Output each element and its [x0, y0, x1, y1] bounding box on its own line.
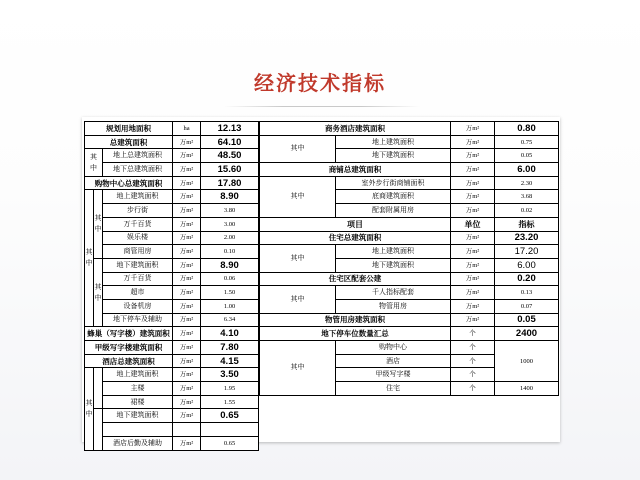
unit-cell: 万m² [451, 190, 495, 204]
table-row [260, 341, 559, 355]
row-label: 物管用房 [336, 299, 451, 313]
empty-cell [94, 409, 103, 450]
unit-cell: 万m² [451, 258, 495, 272]
qizhong-label: 其中 [260, 341, 336, 396]
unit-cell: 万m² [173, 176, 201, 190]
qizhong-label: 其 中 [85, 368, 94, 450]
table-row [260, 272, 559, 286]
value-cell: 4.15 [201, 354, 259, 368]
table-row [85, 299, 259, 313]
row-label: 地下总建筑面积 [103, 163, 173, 177]
table-row [260, 122, 559, 136]
unit-cell: 万m² [451, 135, 495, 149]
row-label: 住宅总建筑面积 [260, 231, 451, 245]
value-cell: 0.20 [495, 272, 559, 286]
unit-cell: 万m² [173, 395, 201, 409]
table-row [260, 313, 559, 327]
table-row [260, 163, 559, 177]
row-label: 裙楼 [103, 395, 173, 409]
value-cell: 1000 [495, 341, 559, 382]
empty-cell [103, 423, 173, 437]
row-label: 地上建筑面积 [336, 135, 451, 149]
value-cell: 2400 [495, 327, 559, 341]
unit-cell: 万m² [173, 368, 201, 382]
unit-cell: 万m² [173, 327, 201, 341]
unit-cell: 个 [451, 354, 495, 368]
qizhong-label: 其中 [260, 135, 336, 162]
value-cell: 0.05 [495, 149, 559, 163]
value-cell: 3.68 [495, 190, 559, 204]
left-indicator-table [84, 121, 259, 451]
unit-cell: ha [173, 122, 201, 136]
table-row [85, 217, 259, 231]
value-cell: 0.65 [201, 409, 259, 423]
title-divider [224, 106, 420, 107]
row-label: 蜂巢（写字楼）建筑面积 [85, 327, 173, 341]
value-cell: 0.02 [495, 204, 559, 218]
table-row [85, 122, 259, 136]
value-cell: 1.00 [201, 299, 259, 313]
row-label: 室外步行街商铺面积 [336, 176, 451, 190]
table-row [85, 382, 259, 396]
row-label: 规划用地面积 [85, 122, 173, 136]
unit-cell: 万m² [451, 231, 495, 245]
unit-cell: 个 [451, 368, 495, 382]
row-label: 地上总建筑面积 [103, 149, 173, 163]
table-row [85, 245, 259, 259]
value-cell: 6.00 [495, 163, 559, 177]
value-cell: 0.13 [495, 286, 559, 300]
qizhong-label: 其 中 [85, 190, 94, 327]
table-row [85, 204, 259, 218]
table-row [85, 327, 259, 341]
unit-cell: 万m² [451, 313, 495, 327]
table-row [260, 245, 559, 259]
row-label: 地下停车及辅助 [103, 313, 173, 327]
value-cell: 2.00 [201, 231, 259, 245]
row-label: 万千百货 [103, 217, 173, 231]
table-row [85, 231, 259, 245]
unit-cell: 万m² [173, 354, 201, 368]
value-cell: 48.50 [201, 149, 259, 163]
table-row [85, 190, 259, 204]
unit-cell: 万m² [173, 436, 201, 450]
table-row [260, 135, 559, 149]
table-row [85, 272, 259, 286]
table-row [85, 341, 259, 355]
value-cell: 64.10 [201, 135, 259, 149]
row-label: 甲级写字楼 [336, 368, 451, 382]
value-cell: 0.10 [201, 245, 259, 259]
unit-cell: 万m² [451, 176, 495, 190]
row-label: 住宅 [336, 382, 451, 396]
table-row [85, 286, 259, 300]
table-row [85, 149, 259, 163]
row-label: 总建筑面积 [85, 135, 173, 149]
unit-cell: 万m² [451, 149, 495, 163]
value-cell: 4.10 [201, 327, 259, 341]
table-row [85, 313, 259, 327]
row-label: 地下建筑面积 [103, 258, 173, 272]
value-cell: 0.05 [495, 313, 559, 327]
row-label: 商管用房 [103, 245, 173, 259]
unit-cell [173, 423, 201, 437]
unit-cell: 万m² [451, 204, 495, 218]
row-label: 底商建筑面积 [336, 190, 451, 204]
row-label: 商铺总建筑面积 [260, 163, 451, 177]
row-label: 酒店总建筑面积 [85, 354, 173, 368]
unit-cell: 万m² [173, 245, 201, 259]
value-cell: 0.65 [201, 436, 259, 450]
unit-cell: 万m² [173, 313, 201, 327]
table-row [85, 163, 259, 177]
value-cell: 8.90 [201, 258, 259, 272]
unit-cell: 万m² [451, 245, 495, 259]
value-cell: 0.06 [201, 272, 259, 286]
unit-cell: 万m² [173, 258, 201, 272]
unit-cell: 万m² [173, 341, 201, 355]
page-title: 经济技术指标 [254, 71, 386, 95]
row-label: 地上建筑面积 [103, 368, 173, 382]
value-cell: 17.20 [495, 245, 559, 259]
unit-cell: 万m² [173, 286, 201, 300]
value-cell: 23.20 [495, 231, 559, 245]
table-row [85, 176, 259, 190]
unit-cell: 万m² [173, 272, 201, 286]
row-label: 万千百货 [103, 272, 173, 286]
unit-cell: 万m² [173, 149, 201, 163]
table-row [85, 258, 259, 272]
table-row [260, 176, 559, 190]
table-row [85, 354, 259, 368]
header-index: 指标 [495, 217, 559, 231]
value-cell: 8.90 [201, 190, 259, 204]
table-row [85, 423, 259, 437]
qizhong-label: 其 中 [85, 149, 103, 176]
row-label: 商务酒店建筑面积 [260, 122, 451, 136]
value-cell: 0.07 [495, 299, 559, 313]
qizhong-label: 其中 [260, 245, 336, 272]
row-label: 配套附属用房 [336, 204, 451, 218]
row-label: 地上建筑面积 [336, 245, 451, 259]
unit-cell: 万m² [451, 272, 495, 286]
header-unit: 单位 [451, 217, 495, 231]
table-row [85, 135, 259, 149]
unit-cell: 万m² [173, 382, 201, 396]
unit-cell: 万m² [173, 231, 201, 245]
row-label: 主楼 [103, 382, 173, 396]
row-label: 地下建筑面积 [336, 149, 451, 163]
qizhong-label: 其 中 [94, 258, 103, 326]
table-row [85, 368, 259, 382]
table-row [85, 395, 259, 409]
qizhong-label: 其中 [260, 176, 336, 217]
unit-cell: 个 [451, 341, 495, 355]
row-label: 地下建筑面积 [103, 409, 173, 423]
row-label: 地下停车位数量汇总 [260, 327, 451, 341]
unit-cell: 万m² [451, 163, 495, 177]
value-cell: 3.80 [201, 204, 259, 218]
unit-cell: 万m² [173, 135, 201, 149]
unit-cell: 个 [451, 327, 495, 341]
value-cell: 0.80 [495, 122, 559, 136]
value-cell: 1.50 [201, 286, 259, 300]
unit-cell: 万m² [451, 122, 495, 136]
row-label: 千人指标配套 [336, 286, 451, 300]
value-cell: 15.60 [201, 163, 259, 177]
unit-cell: 个 [451, 382, 495, 396]
unit-cell: 万m² [173, 409, 201, 423]
table-row [85, 436, 259, 450]
value-cell: 1.55 [201, 395, 259, 409]
value-cell: 6.00 [495, 258, 559, 272]
unit-cell: 万m² [173, 204, 201, 218]
value-cell: 2.30 [495, 176, 559, 190]
value-cell: 0.75 [495, 135, 559, 149]
row-label: 住宅区配套公建 [260, 272, 451, 286]
value-cell: 1.95 [201, 382, 259, 396]
row-label: 地下建筑面积 [336, 258, 451, 272]
row-label: 物管用房建筑面积 [260, 313, 451, 327]
unit-cell: 万m² [173, 217, 201, 231]
row-label: 酒店后勤及辅助 [103, 436, 173, 450]
qizhong-label: 其 中 [94, 190, 103, 258]
table-row [260, 327, 559, 341]
row-label: 步行街 [103, 204, 173, 218]
row-label: 甲级写字楼建筑面积 [85, 341, 173, 355]
row-label: 娱乐楼 [103, 231, 173, 245]
table-header-row [260, 217, 559, 231]
header-item: 项目 [260, 217, 451, 231]
row-label: 地上建筑面积 [103, 190, 173, 204]
value-cell: 3.00 [201, 217, 259, 231]
unit-cell: 万m² [173, 190, 201, 204]
value-cell: 6.34 [201, 313, 259, 327]
value-cell: 3.50 [201, 368, 259, 382]
unit-cell: 万m² [173, 299, 201, 313]
value-cell: 17.80 [201, 176, 259, 190]
value-cell [201, 423, 259, 437]
qizhong-label: 其中 [260, 286, 336, 313]
row-label: 购物中心 [336, 341, 451, 355]
unit-cell: 万m² [173, 163, 201, 177]
row-label: 酒店 [336, 354, 451, 368]
empty-cell [94, 368, 103, 409]
row-label: 超市 [103, 286, 173, 300]
table-row [260, 286, 559, 300]
table-row [260, 231, 559, 245]
value-cell: 12.13 [201, 122, 259, 136]
table-row [85, 409, 259, 423]
row-label: 购物中心总建筑面积 [85, 176, 173, 190]
value-cell: 7.80 [201, 341, 259, 355]
right-indicator-table [259, 121, 559, 396]
value-cell: 1400 [495, 382, 559, 396]
unit-cell: 万m² [451, 286, 495, 300]
unit-cell: 万m² [451, 299, 495, 313]
row-label: 设备机房 [103, 299, 173, 313]
